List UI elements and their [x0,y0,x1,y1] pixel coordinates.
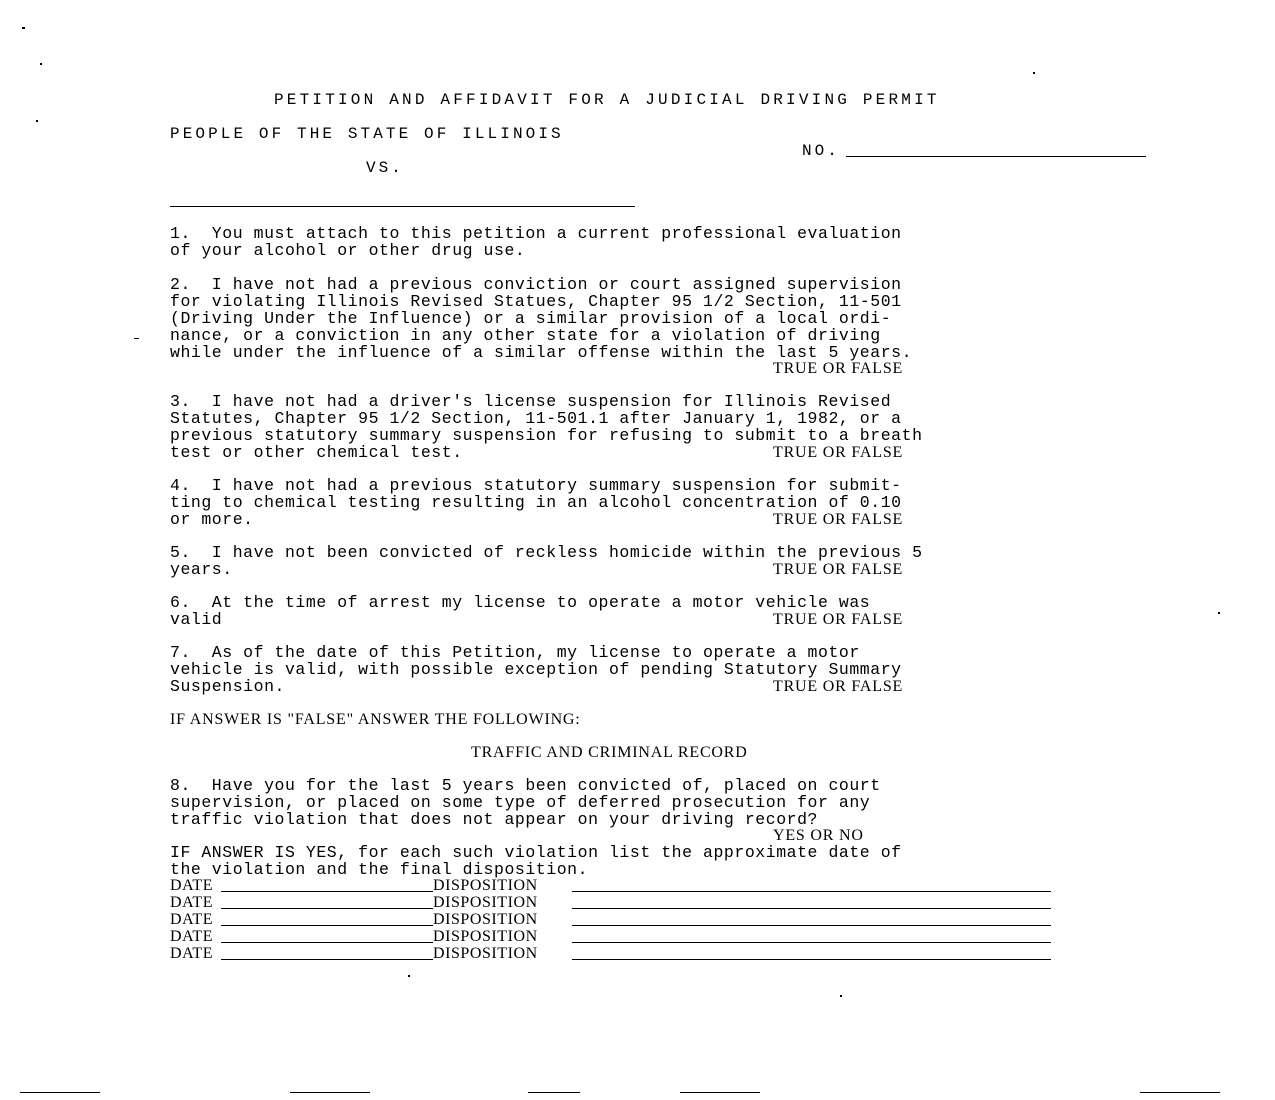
item-4-line-1: 4. I have not had a previous statutory summary suspension for submit- [170,476,902,495]
item-4-answer[interactable]: TRUE OR FALSE [773,511,904,528]
item-5-answer[interactable]: TRUE OR FALSE [773,561,904,578]
item-7-line-1: 7. As of the date of this Petition, my license to operate a motor [170,643,860,662]
disposition-field[interactable] [572,959,1051,960]
item-3-line-3: previous statutory summary suspension for refusing to submit to a breath [170,426,923,445]
item-7-answer[interactable]: TRUE OR FALSE [773,678,904,695]
scan-speck [40,63,42,65]
scan-speck [840,995,842,997]
date-field[interactable] [221,891,433,892]
scan-speck [20,1092,100,1093]
false-instruction: IF ANSWER IS "FALSE" ANSWER THE FOLLOWING: [170,711,581,728]
item-7-line-2: vehicle is valid, with possible exception of pending Statutory Summary [170,660,902,679]
disposition-label: DISPOSITION [433,894,538,911]
scan-speck [528,1092,580,1093]
yes-instruction-line-1: IF ANSWER IS YES, for each such violation list the approximate date of [170,843,902,862]
item-8-line-2: supervision, or placed on some type of deferred prosecution for any [170,793,871,812]
item-3-line-4: test or other chemical test. [170,443,463,462]
yes-instruction-line-2: the violation and the final disposition. [170,860,589,879]
item-5-line-1: 5. I have not been convicted of reckless homicide within the previous 5 [170,543,923,562]
item-7-line-3: Suspension. [170,677,285,696]
scan-speck [680,1092,760,1093]
disposition-field[interactable] [572,925,1051,926]
item-4-line-3: or more. [170,510,254,529]
item-8-line-3: traffic violation that does not appear on your driving record? [170,810,818,829]
item-2-line-1: 2. I have not had a previous conviction or court assigned supervision [170,275,902,294]
scan-speck [1033,72,1035,74]
scan-speck [1140,1092,1220,1093]
scan-speck [290,1092,370,1093]
plaintiff-caption: PEOPLE OF THE STATE OF ILLINOIS [170,125,564,143]
item-3-answer[interactable]: TRUE OR FALSE [773,444,904,461]
item-1-line-2: of your alcohol or other drug use. [170,241,526,260]
date-label: DATE [170,877,214,894]
item-6-answer[interactable]: TRUE OR FALSE [773,611,904,628]
scan-speck [22,27,25,29]
date-field[interactable] [221,942,433,943]
document-title: PETITION AND AFFIDAVIT FOR A JUDICIAL DRIVING PERMIT [274,91,940,109]
date-field[interactable] [221,908,433,909]
item-5-line-2: years. [170,560,233,579]
date-field[interactable] [221,925,433,926]
item-2-line-4: nance, or a conviction in any other state for a violation of driving [170,326,881,345]
item-2-line-3: (Driving Under the Influence) or a similar provision of a local ordi- [170,309,892,328]
item-3-line-1: 3. I have not had a driver's license suspension for Illinois Revised [170,392,892,411]
scan-speck [36,120,38,122]
case-number-field[interactable] [846,156,1146,157]
item-8-answer[interactable]: YES OR NO [773,827,864,844]
item-2-line-5: while under the influence of a similar offense within the last 5 years. [170,343,913,362]
date-label: DATE [170,945,214,962]
disposition-field[interactable] [572,891,1051,892]
scan-speck [408,975,410,977]
defendant-name-field[interactable] [170,206,635,207]
disposition-label: DISPOSITION [433,911,538,928]
item-1-line-1: 1. You must attach to this petition a current professional evaluation [170,224,902,243]
item-8-line-1: 8. Have you for the last 5 years been convicted of, placed on court [170,776,881,795]
disposition-label: DISPOSITION [433,945,538,962]
item-6-line-2: valid [170,610,223,629]
section-title: TRAFFIC AND CRIMINAL RECORD [471,744,748,761]
disposition-field[interactable] [572,908,1051,909]
scan-speck [134,338,139,339]
item-2-line-2: for violating Illinois Revised Statues, Chapter 95 1/2 Section, 11-501 [170,292,902,311]
item-6-line-1: 6. At the time of arrest my license to operate a motor vehicle was [170,593,871,612]
disposition-label: DISPOSITION [433,877,538,894]
case-number-label: NO. [802,142,840,160]
scan-speck [1218,612,1220,614]
item-4-line-2: ting to chemical testing resulting in an alcohol concentration of 0.10 [170,493,902,512]
date-label: DATE [170,928,214,945]
date-label: DATE [170,911,214,928]
date-label: DATE [170,894,214,911]
date-field[interactable] [221,959,433,960]
item-2-answer[interactable]: TRUE OR FALSE [773,360,904,377]
item-3-line-2: Statutes, Chapter 95 1/2 Section, 11-501.1 after January 1, 1982, or a [170,409,902,428]
versus-label: VS. [366,159,404,177]
disposition-label: DISPOSITION [433,928,538,945]
disposition-field[interactable] [572,942,1051,943]
